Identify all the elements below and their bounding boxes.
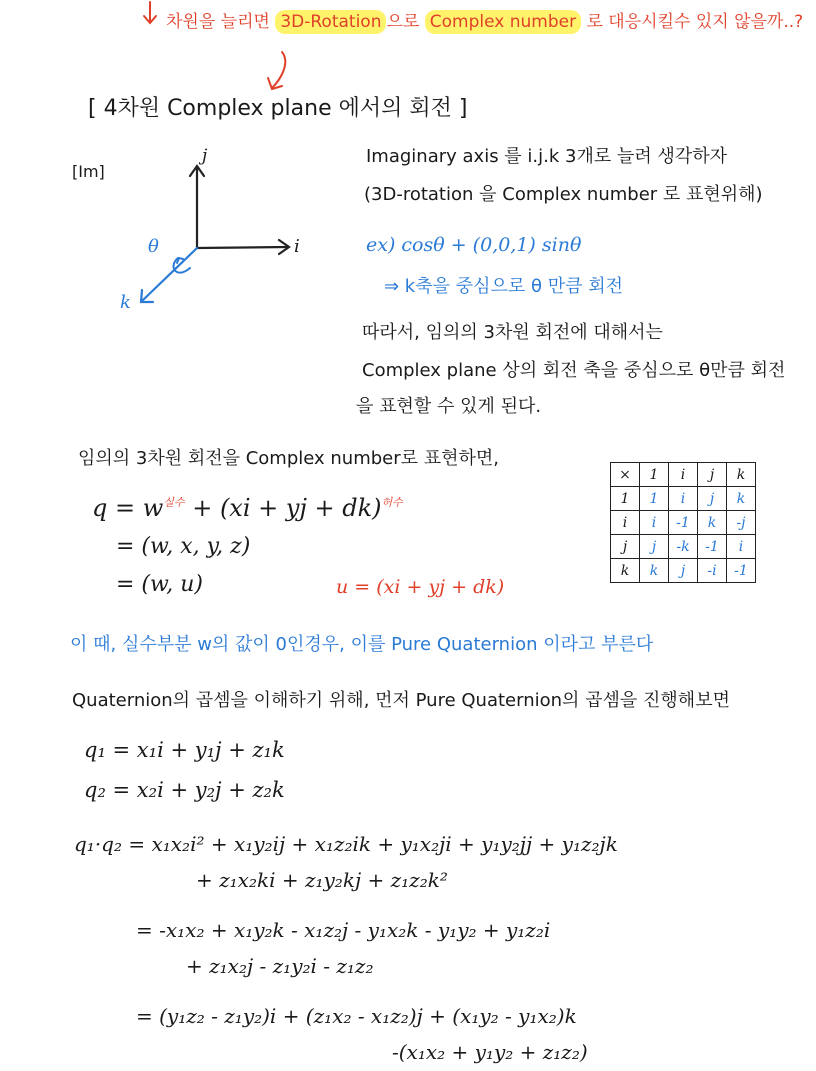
- top-note-line: [166, 14, 803, 31]
- table-cell: 1: [640, 487, 669, 511]
- table-cell: j: [698, 463, 727, 487]
- table-cell: 1: [640, 463, 669, 487]
- therefore-line-3: 을 표현할 수 있게 된다.: [356, 396, 542, 417]
- therefore-line-2: Complex plane 상의 회전 축을 중심으로 θ만큼 회전: [362, 360, 786, 381]
- axis-j-label: j: [202, 146, 208, 166]
- q-w: w: [142, 494, 164, 522]
- example-note: ⇒ k축을 중심으로 θ 만큼 회전: [384, 276, 624, 297]
- table-cell: i: [727, 535, 756, 559]
- rotation-arrow-icon: [174, 258, 190, 273]
- tuple-line-1: = (w, x, y, z): [116, 534, 251, 559]
- table-cell: k: [611, 559, 640, 583]
- product-line-3: = -x₁x₂ + x₁y₂k - x₁z₂j - y₁x₂k - y₁y₂ + y₁z₂i: [136, 918, 551, 942]
- table-cell: 1: [611, 487, 640, 511]
- highlight-3d-rotation: 3D-Rotation: [275, 10, 386, 34]
- table-row: [611, 511, 756, 535]
- table-row: [611, 487, 756, 511]
- table-cell: -1: [727, 559, 756, 583]
- top-note-mid: 으로: [386, 12, 420, 32]
- table-cell: -k: [669, 535, 698, 559]
- table-cell: -j: [727, 511, 756, 535]
- table-cell: k: [698, 511, 727, 535]
- table-cell: -1: [698, 535, 727, 559]
- table-cell: i: [611, 511, 640, 535]
- table-cell: i: [640, 511, 669, 535]
- axis-k-label: k: [120, 292, 131, 313]
- red-curved-arrow-icon: [268, 52, 285, 89]
- product-line-1: q₁·q₂ = x₁x₂i² + x₁y₂ij + x₁z₂ik + y₁x₂ji + y₁y₂jj + y₁z₂jk: [74, 832, 618, 856]
- pure-quaternion-note: 이 때, 실수부분 w의 값이 0인경우, 이를 Pure Quaternion 이라고 부른다: [70, 634, 654, 655]
- theta-label: θ: [148, 236, 159, 257]
- real-part-label: 실수: [163, 496, 185, 509]
- q-lhs: q =: [92, 494, 136, 522]
- therefore-line-1: 따라서, 임의의 3차원 회전에 대해서는: [362, 322, 663, 343]
- imaginary-axis-line: Imaginary axis 를 i.j.k 3개로 늘려 생각하자: [366, 146, 727, 167]
- product-line-2: + z₁x₂ki + z₁y₂kj + z₁z₂k²: [196, 868, 448, 892]
- complex-representation-line: (3D-rotation 을 Complex number 로 표현위해): [364, 184, 763, 205]
- product-line-6: -(x₁x₂ + y₁y₂ + z₁z₂): [392, 1040, 588, 1064]
- table-cell: j: [640, 535, 669, 559]
- top-note-prefix: 차원을 늘리면: [166, 12, 270, 32]
- imag-part-label: 허수: [381, 496, 403, 509]
- im-label: [Im]: [72, 162, 105, 181]
- table-cell: j: [611, 535, 640, 559]
- example-line: ex) cosθ + (0,0,1) sinθ: [366, 234, 582, 256]
- table-cell: k: [727, 463, 756, 487]
- table-cell: -i: [698, 559, 727, 583]
- table-header-row: [611, 463, 756, 487]
- q1-definition: q₁ = x₁i + y₁j + z₁k: [84, 738, 285, 762]
- q-equation: [92, 496, 403, 520]
- top-note-suffix: 로 대응시킬수 있지 않을까..?: [586, 12, 804, 32]
- u-definition: u = (xi + yj + dk): [336, 576, 505, 598]
- table-cell: -1: [669, 511, 698, 535]
- table-cell: k: [727, 487, 756, 511]
- table-cell: i: [669, 487, 698, 511]
- product-line-5: = (y₁z₂ - z₁y₂)i + (z₁x₂ - x₁z₂)j + (x₁y₂ - y₁x₂)k: [136, 1004, 577, 1028]
- q2-definition: q₂ = x₂i + y₂j + z₂k: [84, 778, 285, 802]
- table-cell: ×: [611, 463, 640, 487]
- tuple-line-2: = (w, u): [116, 572, 203, 597]
- axes-diagram: [190, 166, 289, 254]
- axis-i-label: i: [294, 236, 300, 257]
- multiplication-table: [610, 462, 756, 583]
- section-title: [ 4차원 Complex plane 에서의 회전 ]: [88, 96, 468, 121]
- table-cell: j: [669, 559, 698, 583]
- table-row: [611, 559, 756, 583]
- table-row: [611, 535, 756, 559]
- q-vector: + (xi + yj + dk): [192, 494, 382, 522]
- table-cell: k: [640, 559, 669, 583]
- table-cell: i: [669, 463, 698, 487]
- highlight-complex-number: Complex number: [425, 10, 581, 34]
- table-cell: j: [698, 487, 727, 511]
- red-down-arrow-icon: [144, 2, 156, 23]
- product-line-4: + z₁x₂j - z₁y₂i - z₁z₂: [186, 954, 374, 978]
- multiplication-intro: Quaternion의 곱셈을 이해하기 위해, 먼저 Pure Quaternion의 곱셈을 진행해보면: [72, 690, 730, 711]
- arbitrary-rotation-line: 임의의 3차원 회전을 Complex number로 표현하면,: [78, 448, 500, 469]
